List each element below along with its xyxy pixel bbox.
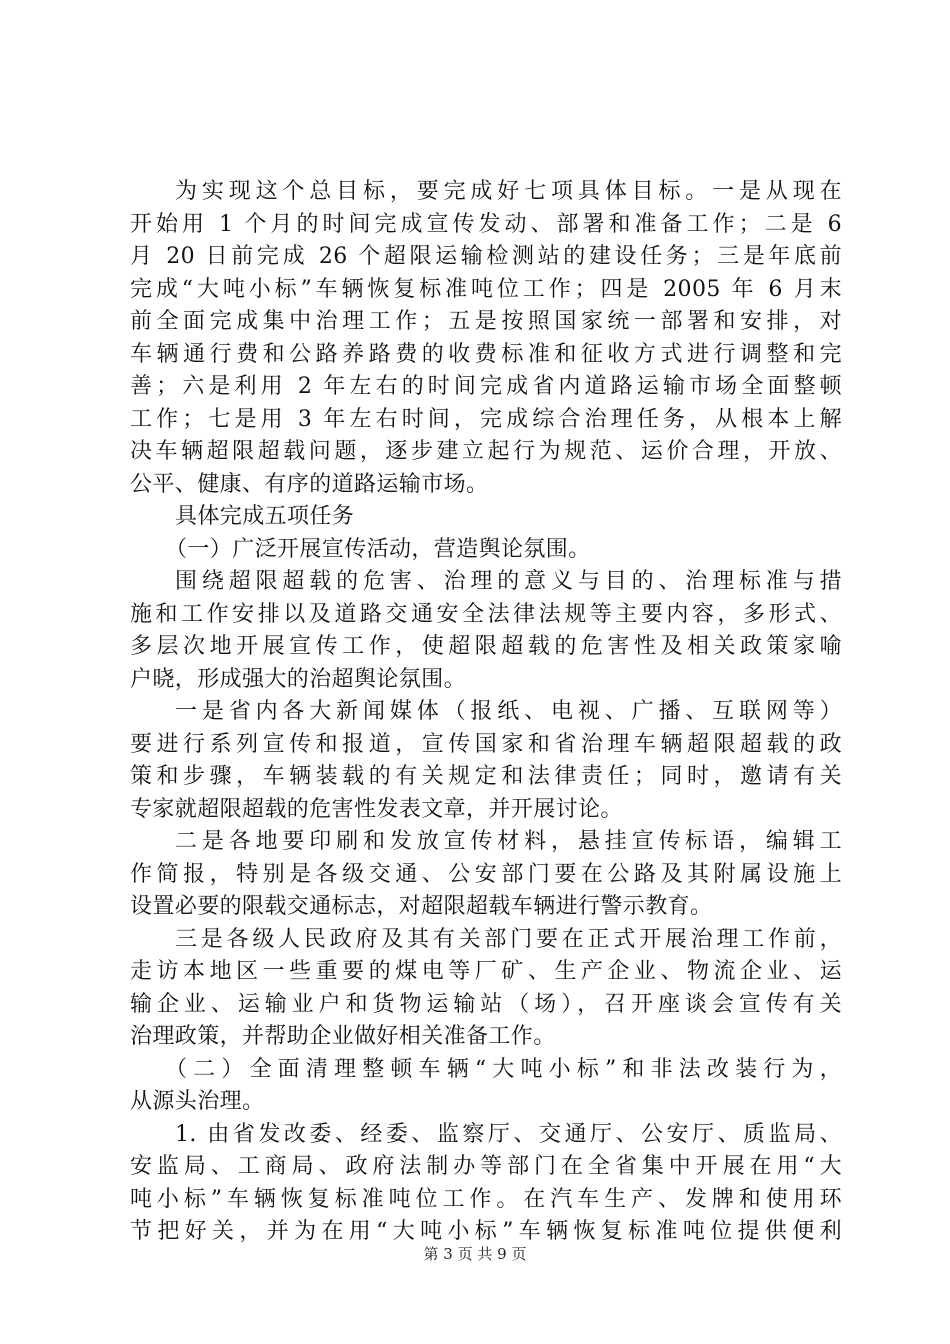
text-line: 三是各级人民政府及其有关部门要在正式开展治理工作前， bbox=[175, 926, 842, 952]
page-number-footer: 第 3 页 共 9 页 bbox=[423, 1245, 527, 1263]
text-line: 治理政策，并帮助企业做好相关准备工作。 bbox=[130, 1024, 556, 1049]
text-line: 1. 由省发改委、经委、监察厅、交通厅、公安厅、质监局、 bbox=[175, 1121, 842, 1147]
text-line: 输企业、运输业户和货物运输站（场），召开座谈会宣传有关 bbox=[130, 991, 842, 1017]
section-heading: （二）全面清理整顿车辆“大吨小标”和非法改装行为， bbox=[165, 1056, 842, 1082]
text-line: 施和工作安排以及道路交通安全法律法规等主要内容，多形式、 bbox=[130, 601, 842, 627]
text-line: 多层次地开展宣传工作，使超限超载的危害性及相关政策家喻 bbox=[130, 634, 842, 659]
text-line: 户晓，形成强大的治超舆论氛围。 bbox=[130, 666, 467, 692]
section-heading: 具体完成五项任务 bbox=[175, 504, 355, 529]
text-line: 走访本地区一些重要的煤电等厂矿、生产企业、物流企业、运 bbox=[130, 959, 842, 984]
text-line: 公平、健康、有序的道路运输市场。 bbox=[130, 471, 489, 497]
text-line: 围绕超限超载的危害、治理的意义与目的、治理标准与措 bbox=[175, 569, 842, 594]
text-line: 作简报，特别是各级交通、公安部门要在公路及其附属设施上 bbox=[130, 861, 842, 887]
text-line: 要进行系列宣传和报道，宣传国家和省治理车辆超限超载的政 bbox=[130, 731, 842, 757]
text-line: 节把好关，并为在用“大吨小标”车辆恢复标准吨位提供便利 bbox=[130, 1219, 842, 1244]
text-line: 工作；七是用 3 年左右时间，完成综合治理任务，从根本上解 bbox=[130, 406, 842, 432]
text-line: 吨小标”车辆恢复标准吨位工作。在汽车生产、发牌和使用环 bbox=[130, 1186, 842, 1212]
text-line: 专家就超限超载的危害性发表文章，并开展讨论。 bbox=[130, 796, 623, 822]
text-line: 完成“大吨小标”车辆恢复标准吨位工作；四是 2005 年 6 月末 bbox=[130, 276, 842, 302]
text-line: 决车辆超限超载问题，逐步建立起行为规范、运价合理，开放、 bbox=[130, 439, 842, 464]
section-heading: （一）广泛开展宣传活动，营造舆论氛围。 bbox=[165, 536, 591, 562]
text-line: 前全面完成集中治理工作；五是按照国家统一部署和安排，对 bbox=[130, 309, 842, 334]
text-line: 二是各地要印刷和发放宣传材料，悬挂宣传标语，编辑工 bbox=[175, 829, 842, 854]
document-body bbox=[130, 176, 842, 1249]
text-line: 从源头治理。 bbox=[130, 1089, 265, 1114]
text-line: 善；六是利用 2 年左右的时间完成省内道路运输市场全面整顿 bbox=[130, 374, 842, 399]
text-line: 设置必要的限载交通标志，对超限超载车辆进行警示教育。 bbox=[130, 894, 713, 919]
text-line: 月 20 日前完成 26 个超限运输检测站的建设任务；三是年底前 bbox=[130, 244, 842, 269]
text-line: 车辆通行费和公路养路费的收费标准和征收方式进行调整和完 bbox=[130, 341, 842, 367]
text-line: 一是省内各大新闻媒体（报纸、电视、广播、互联网等） bbox=[175, 699, 842, 724]
text-line: 策和步骤，车辆装载的有关规定和法律责任；同时，邀请有关 bbox=[130, 764, 842, 789]
text-line: 安监局、工商局、政府法制办等部门在全省集中开展在用“大 bbox=[130, 1154, 842, 1179]
text-line: 开始用 1 个月的时间完成宣传发动、部署和准备工作；二是 6 bbox=[130, 211, 842, 237]
text-line: 为实现这个总目标，要完成好七项具体目标。一是从现在 bbox=[175, 179, 842, 204]
